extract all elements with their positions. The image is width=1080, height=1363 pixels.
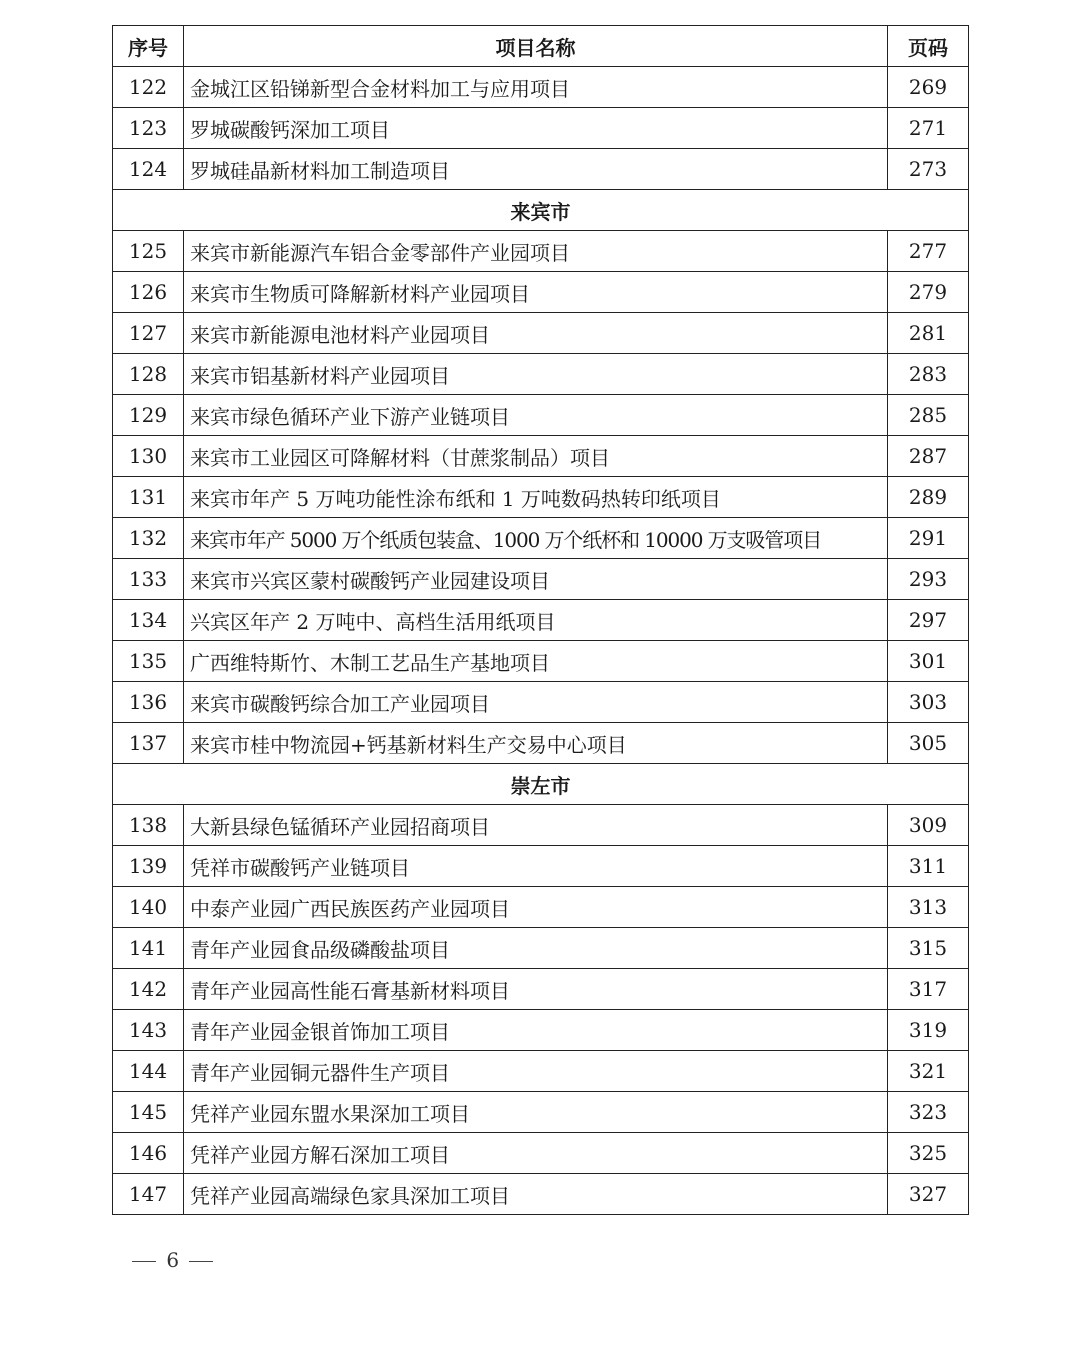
project-name: 青年产业园铜元器件生产项目 — [184, 1051, 888, 1092]
table-row — [113, 354, 969, 395]
item-number: 133 — [113, 559, 184, 600]
section-title: 崇左市 — [113, 764, 969, 805]
page-footer — [128, 1248, 217, 1272]
table-row — [113, 518, 969, 559]
table-row — [113, 1010, 969, 1051]
table-row — [113, 1092, 969, 1133]
table-row — [113, 1051, 969, 1092]
project-name: 来宾市兴宾区蒙村碳酸钙产业园建设项目 — [184, 559, 888, 600]
project-name: 凭祥产业园高端绿色家具深加工项目 — [184, 1174, 888, 1215]
footer-dash-right — [189, 1261, 213, 1262]
item-number: 125 — [113, 231, 184, 272]
project-name: 来宾市年产 5000 万个纸质包装盒、1000 万个纸杯和 10000 万支吸管项目 — [184, 518, 888, 559]
table-row — [113, 477, 969, 518]
section-row — [113, 190, 969, 231]
page-ref: 283 — [888, 354, 969, 395]
item-number: 127 — [113, 313, 184, 354]
item-number: 142 — [113, 969, 184, 1010]
table-row — [113, 641, 969, 682]
item-number: 122 — [113, 67, 184, 108]
project-name: 凭祥产业园东盟水果深加工项目 — [184, 1092, 888, 1133]
page-ref: 273 — [888, 149, 969, 190]
header-number: 序号 — [113, 26, 184, 67]
item-number: 145 — [113, 1092, 184, 1133]
page-ref: 323 — [888, 1092, 969, 1133]
footer-page-number: 6 — [166, 1248, 180, 1272]
item-number: 139 — [113, 846, 184, 887]
page-ref: 301 — [888, 641, 969, 682]
item-number: 129 — [113, 395, 184, 436]
page-ref: 297 — [888, 600, 969, 641]
project-name: 金城江区铅锑新型合金材料加工与应用项目 — [184, 67, 888, 108]
table-row — [113, 436, 969, 477]
page-ref: 313 — [888, 887, 969, 928]
project-name: 罗城碳酸钙深加工项目 — [184, 108, 888, 149]
project-name: 兴宾区年产 2 万吨中、高档生活用纸项目 — [184, 600, 888, 641]
page-ref: 303 — [888, 682, 969, 723]
project-name: 大新县绿色锰循环产业园招商项目 — [184, 805, 888, 846]
project-name: 青年产业园金银首饰加工项目 — [184, 1010, 888, 1051]
project-name: 来宾市年产 5 万吨功能性涂布纸和 1 万吨数码热转印纸项目 — [184, 477, 888, 518]
table-row — [113, 1174, 969, 1215]
item-number: 130 — [113, 436, 184, 477]
page-ref: 287 — [888, 436, 969, 477]
project-name: 来宾市碳酸钙综合加工产业园项目 — [184, 682, 888, 723]
project-name: 来宾市铝基新材料产业园项目 — [184, 354, 888, 395]
table-row — [113, 846, 969, 887]
table-row — [113, 1133, 969, 1174]
project-name: 罗城硅晶新材料加工制造项目 — [184, 149, 888, 190]
page-ref: 317 — [888, 969, 969, 1010]
page-ref: 319 — [888, 1010, 969, 1051]
page-ref: 289 — [888, 477, 969, 518]
page-ref: 281 — [888, 313, 969, 354]
table-row — [113, 969, 969, 1010]
project-name: 凭祥产业园方解石深加工项目 — [184, 1133, 888, 1174]
item-number: 131 — [113, 477, 184, 518]
table-row — [113, 272, 969, 313]
item-number: 138 — [113, 805, 184, 846]
project-name: 来宾市绿色循环产业下游产业链项目 — [184, 395, 888, 436]
table-row — [113, 723, 969, 764]
project-name: 来宾市工业园区可降解材料（甘蔗浆制品）项目 — [184, 436, 888, 477]
project-name: 来宾市生物质可降解新材料产业园项目 — [184, 272, 888, 313]
table-row — [113, 231, 969, 272]
page-ref: 293 — [888, 559, 969, 600]
item-number: 144 — [113, 1051, 184, 1092]
page-ref: 309 — [888, 805, 969, 846]
table-row — [113, 395, 969, 436]
table-row — [113, 682, 969, 723]
item-number: 135 — [113, 641, 184, 682]
table-row — [113, 313, 969, 354]
page-ref: 277 — [888, 231, 969, 272]
project-name: 凭祥市碳酸钙产业链项目 — [184, 846, 888, 887]
table-row — [113, 149, 969, 190]
page-ref: 279 — [888, 272, 969, 313]
item-number: 147 — [113, 1174, 184, 1215]
page-ref: 291 — [888, 518, 969, 559]
footer-dash-left — [132, 1261, 156, 1262]
item-number: 128 — [113, 354, 184, 395]
item-number: 124 — [113, 149, 184, 190]
item-number: 136 — [113, 682, 184, 723]
project-name: 广西维特斯竹、木制工艺品生产基地项目 — [184, 641, 888, 682]
item-number: 123 — [113, 108, 184, 149]
item-number: 141 — [113, 928, 184, 969]
table-row — [113, 600, 969, 641]
project-name: 来宾市桂中物流园+钙基新材料生产交易中心项目 — [184, 723, 888, 764]
item-number: 126 — [113, 272, 184, 313]
table-row — [113, 805, 969, 846]
page-ref: 321 — [888, 1051, 969, 1092]
project-name: 青年产业园食品级磷酸盐项目 — [184, 928, 888, 969]
project-name: 中泰产业园广西民族医药产业园项目 — [184, 887, 888, 928]
page-ref: 327 — [888, 1174, 969, 1215]
page-ref: 325 — [888, 1133, 969, 1174]
item-number: 143 — [113, 1010, 184, 1051]
table-row — [113, 108, 969, 149]
table-row — [113, 887, 969, 928]
section-row — [113, 764, 969, 805]
header-project-name: 项目名称 — [184, 26, 888, 67]
table-row — [113, 559, 969, 600]
table-row — [113, 928, 969, 969]
project-name: 来宾市新能源电池材料产业园项目 — [184, 313, 888, 354]
page-ref: 285 — [888, 395, 969, 436]
page-ref: 305 — [888, 723, 969, 764]
item-number: 132 — [113, 518, 184, 559]
item-number: 146 — [113, 1133, 184, 1174]
page-ref: 271 — [888, 108, 969, 149]
item-number: 137 — [113, 723, 184, 764]
project-name: 来宾市新能源汽车铝合金零部件产业园项目 — [184, 231, 888, 272]
page-ref: 315 — [888, 928, 969, 969]
table-row — [113, 67, 969, 108]
project-index-table — [112, 25, 969, 1215]
item-number: 140 — [113, 887, 184, 928]
item-number: 134 — [113, 600, 184, 641]
section-title: 来宾市 — [113, 190, 969, 231]
project-name: 青年产业园高性能石膏基新材料项目 — [184, 969, 888, 1010]
page-ref: 311 — [888, 846, 969, 887]
table-header-row — [113, 26, 969, 67]
page-ref: 269 — [888, 67, 969, 108]
header-page: 页码 — [888, 26, 969, 67]
